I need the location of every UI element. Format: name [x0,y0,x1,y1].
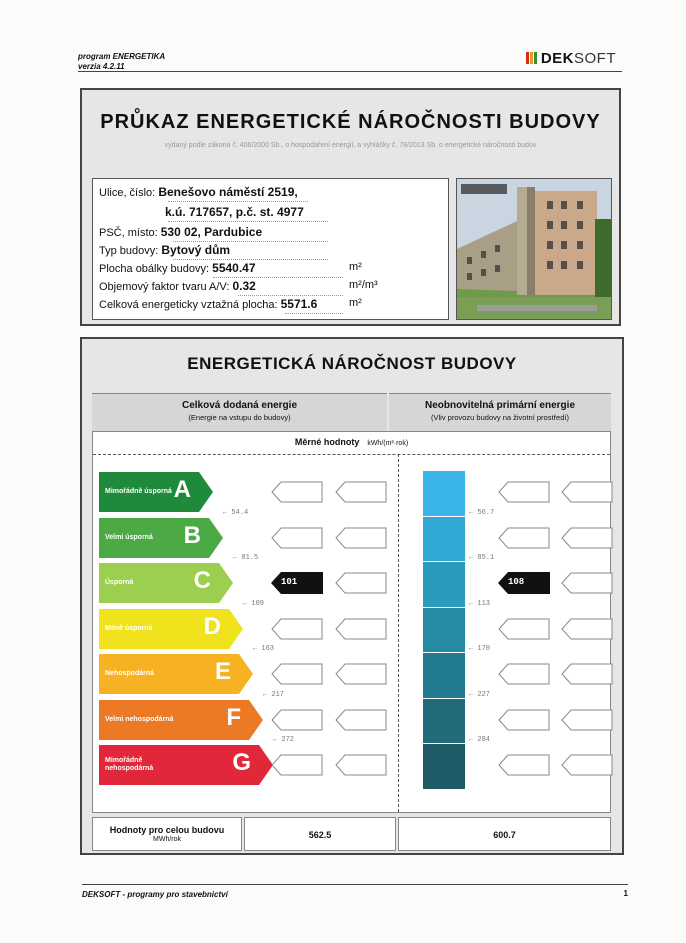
class-arrow-c [99,563,233,603]
delivered-slot [271,618,323,640]
class-letter: A [173,476,191,503]
brand-logo [526,50,616,67]
primary-slot [561,663,613,685]
dashed-divider-v [398,454,399,812]
class-letter: D [203,612,221,640]
primary-slot [561,618,613,640]
primary-threshold: ← 113 [469,599,491,608]
certificate-subtitle: vydaný podle zákona č. 406/2000 Sb., o hospodaření energií, a vyhlášky č. 78/2013 Sb. o energetické náročnosti budov [164,142,537,149]
brand-soft: SOFT [574,50,616,67]
program-header [78,52,165,72]
unit-floor-area: m² [349,297,362,309]
delivered-slot [271,754,323,776]
class-letter: G [232,749,251,776]
primary-slot [561,754,613,776]
unit-shape-factor: m²/m³ [349,279,378,291]
class-label: Úsporná [105,579,134,586]
class-letter: E [214,658,231,685]
logo-bars-icon [526,52,538,64]
primary-scale-segment-a [423,470,465,516]
delivered-slot [271,481,323,503]
delivered-threshold: ← 163 [253,645,275,653]
delivered-slot [335,527,387,549]
certificate-box [80,88,621,326]
primary-slot [498,618,550,640]
dashed-divider-h [93,454,610,455]
class-label: Méně úsporná [105,624,153,632]
class-letter: F [226,703,241,731]
primary-scale-segment-d [423,607,465,653]
primary-slot [498,663,550,685]
delivered-total: 562.5 [244,817,396,851]
specific-values-heading: Měrné hodnoty kWh/(m²·rok) [294,437,409,447]
primary-scale-segment-g [423,743,465,789]
delivered-threshold: ← 272 [273,736,295,744]
delivered-slot [335,663,387,685]
building-info [92,178,449,320]
primary-value-marker [498,572,550,594]
page-number: 1 [623,889,628,898]
field-floor-area: Celková energeticky vztažná plocha: 5571.6 [99,297,318,311]
program-line: program ENERGETIKA [78,52,166,61]
primary-slot [561,481,613,503]
field-zip: PSČ, místo: 530 02, Pardubice [99,225,263,239]
unit-envelope: m² [349,261,362,273]
header-rule [78,71,622,72]
totals-label-cell: Hodnoty pro celou budovu MWh/rok [92,817,242,851]
class-arrow-b [99,518,223,558]
primary-slot [498,709,550,731]
delivered-slot [335,572,387,594]
primary-scale-segment-e [423,652,465,698]
energy-scale [92,431,611,813]
primary-threshold: ← 284 [469,736,491,744]
class-label: Velmi úsporná [105,533,153,541]
field-type: Typ budovy: Bytový dům [99,243,231,257]
primary-slot [561,572,613,594]
primary-threshold: ← 85.1 [469,554,495,562]
delivered-energy-header: Celková dodaná energie (Energie na vstupu do budovy) [92,393,387,432]
primary-scale-segment-c [423,561,465,607]
footer-rule [82,884,628,885]
field-parcel: k.ú. 717657, p.č. st. 4977 [165,205,304,219]
class-arrow-e [99,654,253,694]
primary-slot [561,527,613,549]
primary-slot [561,709,613,731]
delivered-threshold: ← 54.4 [223,508,249,517]
version-line: verzia 4.2.11 [78,62,125,71]
primary-threshold: ← 170 [469,645,491,653]
delivered-threshold: ← 109 [243,599,265,608]
delivered-slot [271,527,323,549]
primary-value-marker-value: 108 [508,577,525,587]
primary-scale-segment-b [423,516,465,562]
class-arrow-d [99,609,243,649]
delivered-slot [335,754,387,776]
primary-threshold: ← 56.7 [469,508,495,517]
delivered-value-marker [271,572,323,594]
footer-left: DEKSOFT - programy pro stavebnictví [82,890,228,899]
performance-title: ENERGETICKÁ NÁROČNOST BUDOVY [187,354,517,373]
delivered-slot [335,481,387,503]
class-arrow-a [99,472,213,512]
building-photo [456,178,612,320]
primary-scale-segment-f [423,698,465,744]
primary-slot [498,527,550,549]
certificate-title: PRŮKAZ ENERGETICKÉ NÁROČNOSTI BUDOVY [100,111,601,133]
primary-energy-header: Neobnovitelná primární energie (Vliv provozu budovy na životní prostředí) [389,393,611,432]
delivered-slot [335,618,387,640]
delivered-threshold: ← 81.5 [233,554,259,562]
field-street: Ulice, číslo: Benešovo náměstí 2519, [99,185,298,199]
class-label: Mimořádně úsporná [105,488,172,495]
class-letter: B [183,521,201,549]
primary-total: 600.7 [398,817,611,851]
class-arrow-f [99,700,263,740]
class-label: Nehospodárná [105,670,155,677]
performance-box [80,337,624,855]
delivered-slot [271,709,323,731]
primary-slot [498,754,550,776]
field-shape-factor: Objemový faktor tvaru A/V: 0.32 [99,279,256,293]
primary-threshold: ← 227 [469,690,491,699]
brand-bold: DEK [540,50,574,67]
delivered-slot [335,709,387,731]
totals-row [92,817,611,851]
delivered-threshold: ← 217 [263,690,285,699]
class-letter: C [193,567,211,594]
class-label: Mimořádně nehospodárná [105,757,154,772]
class-arrow-g [99,745,273,785]
delivered-value-marker-value: 101 [281,577,298,587]
field-envelope: Plocha obálky budovy: 5540.47 [99,261,256,275]
delivered-slot [271,663,323,685]
primary-slot [498,481,550,503]
class-label: Velmi nehospodárná [105,715,174,723]
